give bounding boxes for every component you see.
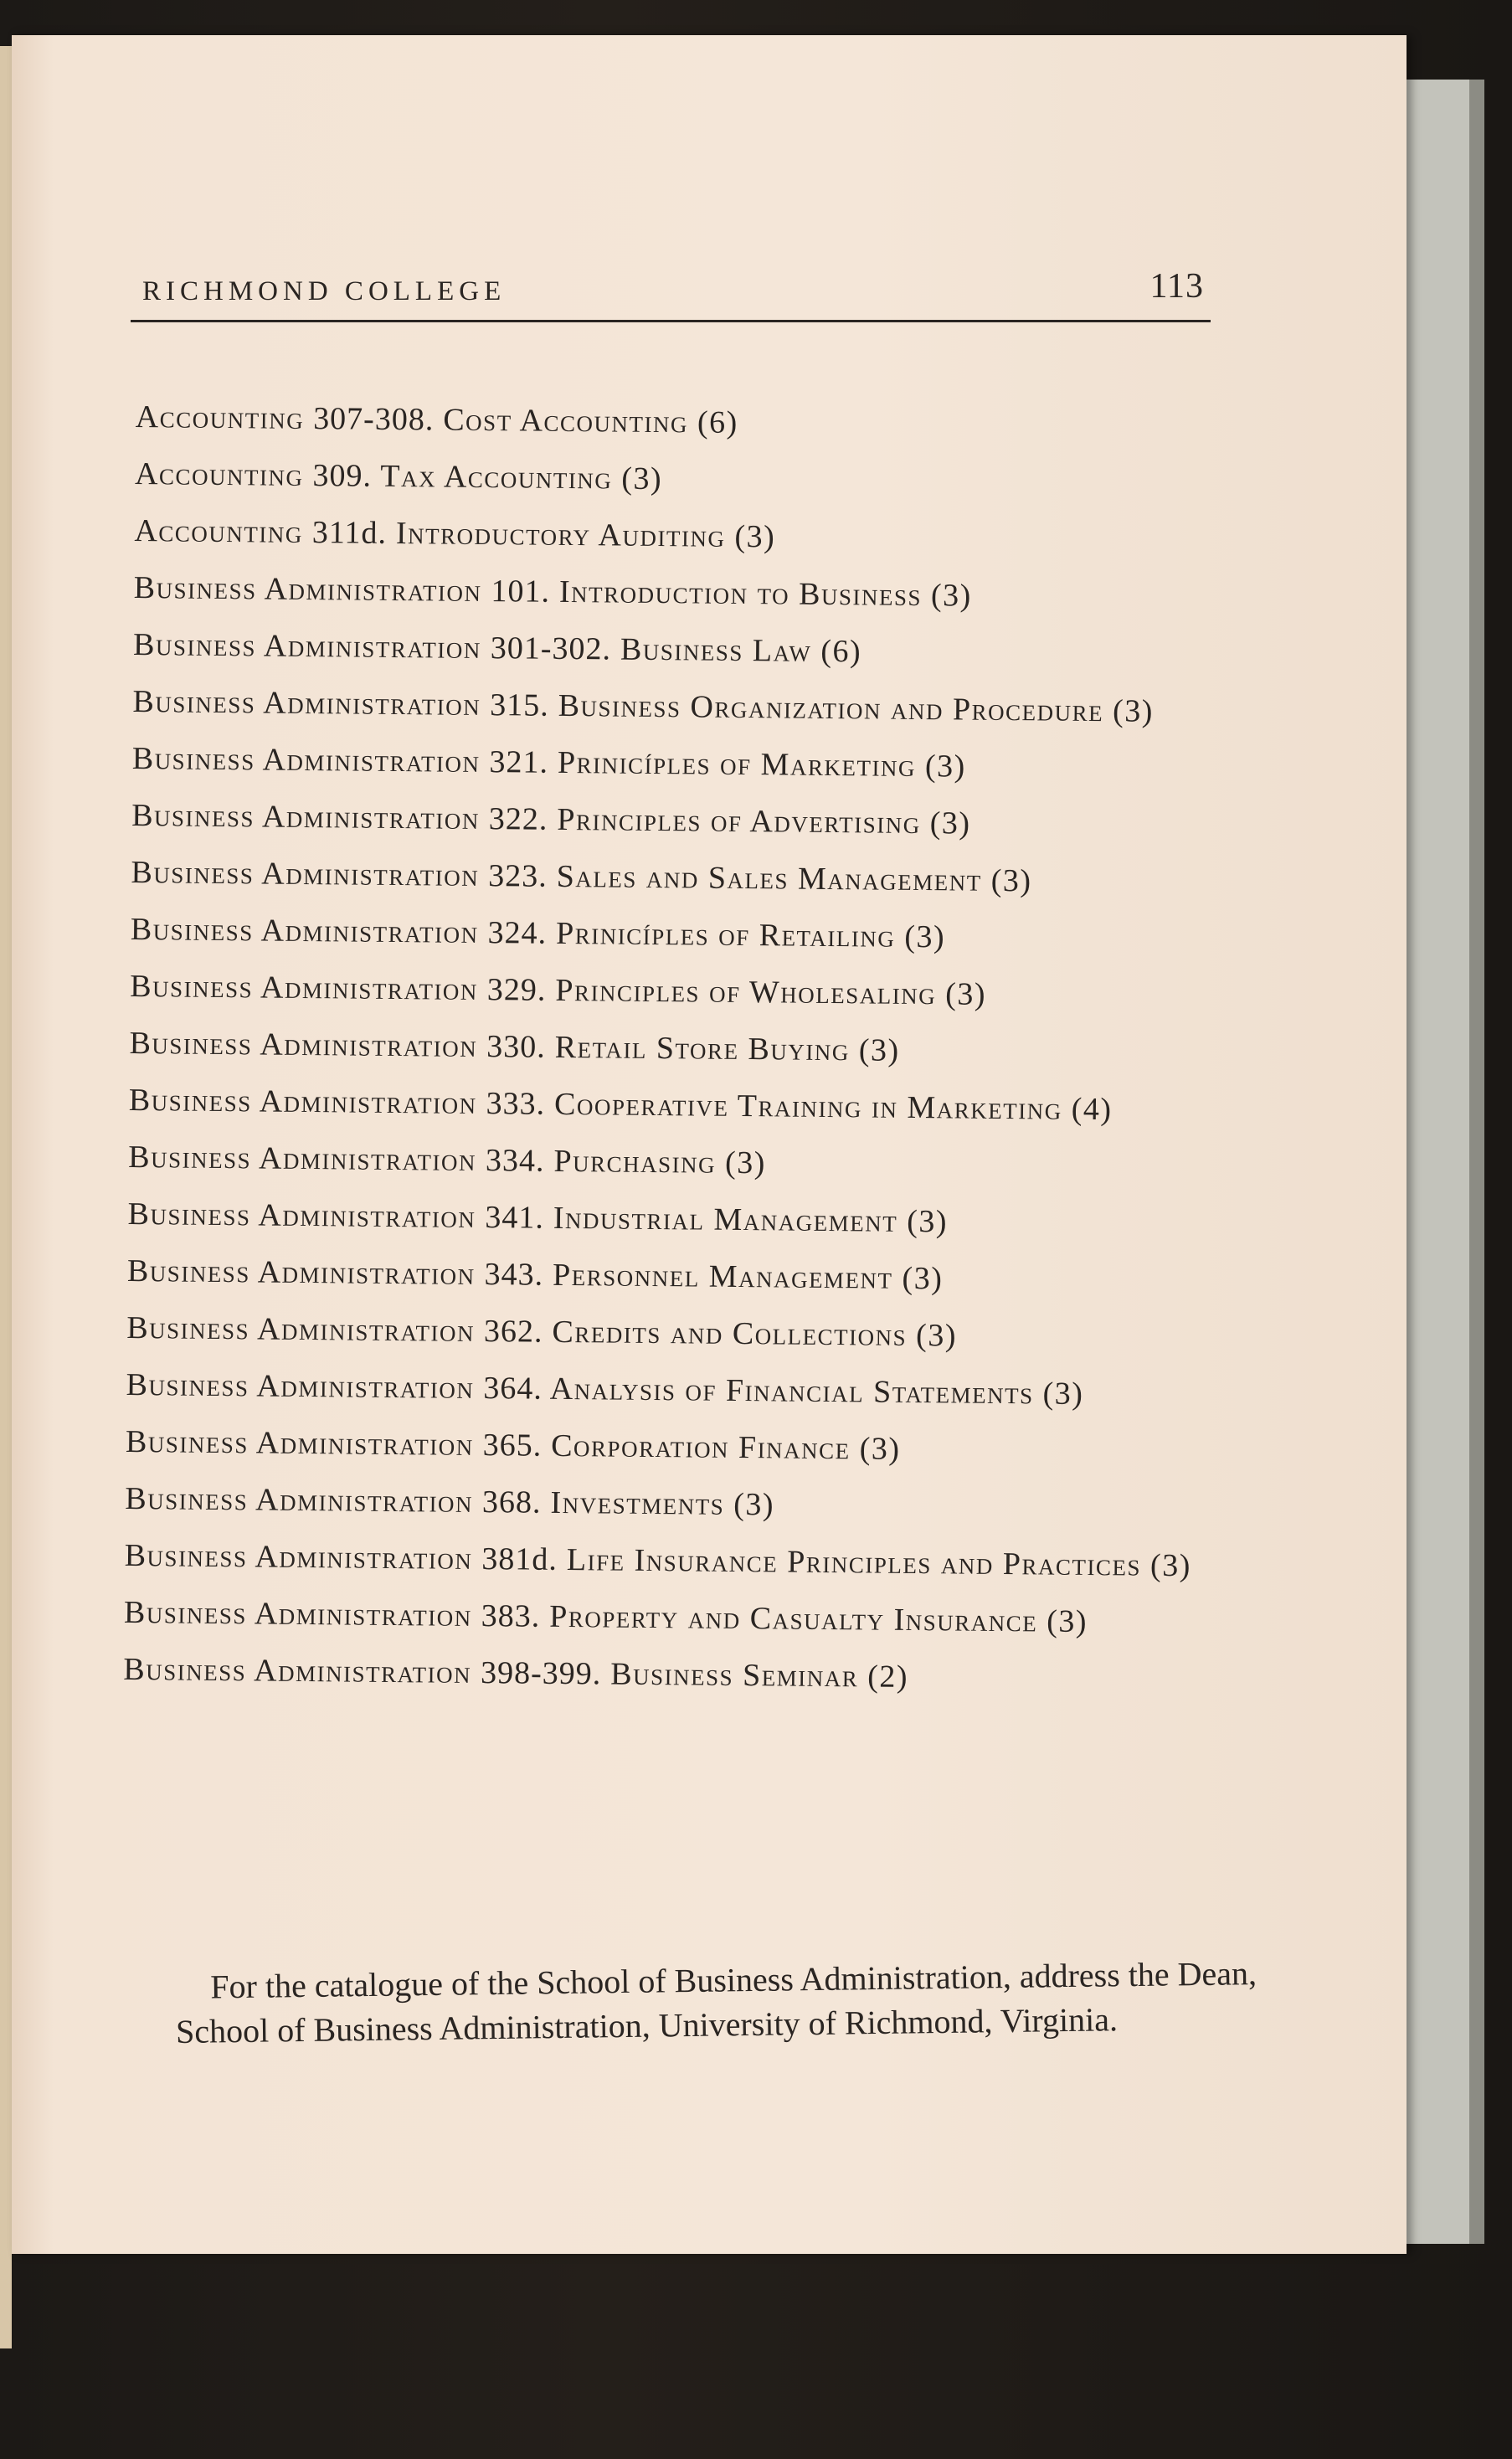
course-entry [123,1648,1237,1702]
course-department: Business Administration [125,1480,474,1520]
course-department: Business Administration [123,1651,472,1690]
course-entry [126,1306,1240,1361]
course-entry [128,1135,1242,1190]
course-entry [124,1591,1237,1645]
course-entry [131,794,1245,848]
course-title: Business Law [620,631,812,669]
catalogue-note: For the catalogue of the School of Business Administration, address the Dean, School of Business Administration, University of Richmond, Virginia. [175,1954,1257,2050]
course-number: 307-308. [312,401,435,438]
course-number: 323. [488,858,548,894]
course-number: 343. [484,1257,544,1293]
course-credits: (3) [990,862,1032,899]
course-title: Analysis of Financial Statements [549,1371,1034,1412]
course-entry [132,737,1246,791]
course-title: Personnel Management [552,1257,893,1296]
course-department: Business Administration [126,1309,476,1349]
course-entry [125,1477,1238,1531]
running-head-title: RICHMOND COLLEGE [142,276,507,306]
course-credits: (3) [859,1431,901,1467]
course-title: Principles of Wholesaling [555,972,937,1012]
course-number: 309. [312,458,373,494]
course-title: Introduction to Business [558,574,923,614]
course-entry [131,908,1244,962]
course-department: Business Administration [126,1366,475,1406]
course-department: Accounting [134,512,304,550]
course-number: 315. [489,687,549,723]
course-number: 381d. [481,1541,558,1577]
course-number: 330. [486,1029,546,1065]
course-credits: (4) [1071,1091,1113,1128]
course-number: 301-302. [490,630,612,667]
course-credits: (3) [733,1486,775,1523]
course-entry [127,1249,1241,1304]
course-entry [133,623,1247,677]
course-number: 321. [489,744,549,780]
course-list [123,395,1249,1716]
course-department: Accounting [134,455,304,493]
course-department: Business Administration [130,911,479,950]
course-title: Tax Accounting [380,458,613,496]
course-title: Purchasing [553,1143,717,1181]
course-department: Business Administration [126,1253,476,1292]
course-department: Business Administration [131,740,481,779]
course-department: Business Administration [124,1537,473,1577]
running-head [131,266,1211,322]
course-number: 383. [481,1598,541,1634]
course-number: 398-399. [480,1655,602,1692]
course-number: 364. [483,1371,543,1407]
course-number: 324. [487,915,548,951]
course-credits: (3) [904,918,946,955]
course-entry [134,509,1247,563]
course-department: Business Administration [125,1423,474,1463]
course-department: Business Administration [133,569,482,609]
course-title: Cost Accounting [443,402,689,440]
course-number: 311d. [311,515,388,551]
course-entry [132,680,1246,734]
course-credits: (3) [1042,1376,1084,1412]
course-title: Retail Store Buying [554,1029,851,1068]
course-credits: (3) [621,460,663,497]
course-department: Business Administration [128,1139,477,1178]
course-credits: (3) [724,1145,767,1181]
course-title: Investments [550,1484,725,1522]
book-page [12,35,1407,2254]
course-title: Life Insurance Principles and Practices [566,1542,1142,1583]
course-entry [129,1021,1242,1076]
course-credits: (3) [1112,693,1155,729]
course-number: 334. [485,1143,545,1179]
course-entry [134,566,1247,620]
course-number: 368. [481,1484,542,1520]
course-department: Business Administration [130,968,479,1007]
course-entry [124,1534,1237,1588]
course-department: Business Administration [129,1025,478,1064]
course-credits: (3) [930,578,973,614]
course-department: Business Administration [128,1082,477,1121]
course-credits: (3) [902,1260,944,1297]
course-title: Principles of Advertising [557,801,921,841]
course-title: Cooperative Training in Marketing [553,1086,1062,1127]
course-credits: (3) [1047,1603,1088,1639]
course-title: Property and Casualty Insurance [549,1598,1038,1639]
course-department: Accounting [135,399,305,436]
course-credits: (2) [867,1659,909,1695]
course-title: Sales and Sales Management [556,858,982,898]
course-entry [136,395,1249,450]
course-number: 341. [485,1200,545,1236]
course-credits: (3) [924,749,966,785]
course-department: Business Administration [131,854,480,893]
course-entry [129,1078,1242,1133]
course-credits: (6) [697,404,739,440]
course-credits: (3) [858,1032,900,1068]
course-credits: (3) [945,976,987,1012]
course-department: Business Administration [123,1594,472,1633]
course-number: 333. [486,1086,546,1122]
course-title: Credits and Collections [552,1314,908,1353]
course-entry [126,1363,1239,1417]
course-entry [131,851,1244,905]
course-title: Introductory Auditing [395,515,726,554]
course-entry [135,452,1248,507]
course-entry [127,1192,1241,1247]
course-number: 365. [482,1428,543,1464]
page-number: 113 [1149,267,1204,306]
course-number: 101. [491,574,551,610]
course-credits: (6) [820,633,862,670]
course-credits: (3) [734,518,776,555]
course-entry [130,965,1243,1019]
course-title: Industrial Management [553,1200,898,1239]
course-number: 322. [488,801,548,837]
course-department: Business Administration [132,683,481,723]
course-credits: (3) [1149,1547,1192,1584]
course-number: 362. [483,1314,543,1350]
course-entry [126,1420,1239,1474]
facing-page-edge [0,46,12,2348]
course-title: Business Seminar [610,1656,859,1695]
backing-board-edge [1469,80,1484,2244]
course-title: Prinicíples of Marketing [557,744,917,784]
course-credits: (3) [929,805,971,841]
course-credits: (3) [907,1203,949,1240]
course-title: Business Organization and Procedure [558,687,1104,729]
course-credits: (3) [915,1318,958,1354]
course-number: 329. [486,972,547,1008]
course-title: Corporation Finance [550,1428,851,1467]
course-title: Prinicíples of Retailing [555,915,896,954]
course-department: Business Administration [127,1196,476,1235]
course-department: Business Administration [131,797,481,836]
course-department: Business Administration [132,626,482,666]
